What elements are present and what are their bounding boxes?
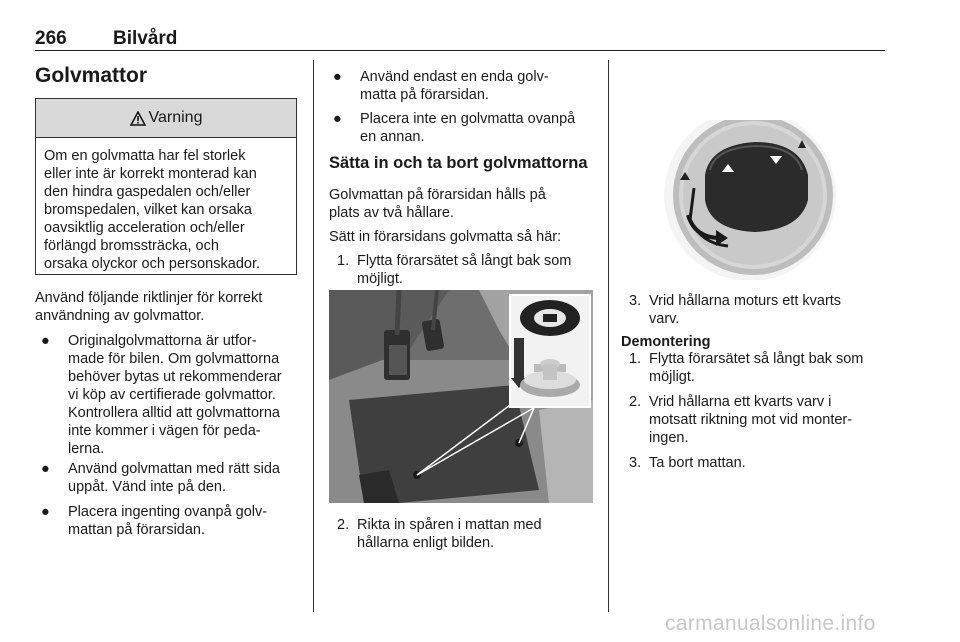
text-line: Placera inte en golvmatta ovanpå [360,111,576,127]
text-line: lerna. [68,441,105,457]
step-number: 1. [629,351,642,367]
warning-header [36,99,296,138]
text-line: möjligt. [357,271,403,287]
text-line: mattan på förarsidan. [68,522,206,538]
warning-text [36,138,296,273]
text-line: motsatt riktning mot vid monter- [649,412,853,428]
bullet-icon: ● [41,461,50,477]
step-number: 3. [629,293,642,309]
text-line: användning av golvmattor. [35,308,205,324]
text-line: behöver bytas ut rekommenderar [68,369,282,385]
running-header: Bilvård [113,28,178,49]
section-title: Golvmattor [35,64,148,87]
text-line: orsaka olyckor och personskador. [44,256,260,272]
text-line: oavsiktlig acceleration och/eller [44,220,245,236]
text-line: Ta bort mattan. [649,455,746,471]
step-number: 2. [337,517,350,533]
text-line: vi köp av certifierade golvmattor. [68,387,276,403]
text-line: Använd golvmattan med rätt sida [68,461,280,477]
paragraph: Sätt in förarsidans golvmatta så här: [329,229,562,245]
holder-rotation-illustration [650,120,850,280]
text-line: en annan. [360,129,425,145]
warning-triangle-icon [130,111,146,126]
step-number: 2. [629,394,642,410]
text-line: Placera ingenting ovanpå golv- [68,504,268,520]
text-line: Flytta förarsätet så långt bak som [357,253,572,269]
text-line: plats av två hållare. [329,205,454,221]
text-line: Om en golvmatta har fel storlek [44,148,246,164]
subsection-heading: Demontering [621,334,711,350]
text-line: Originalgolvmattorna är utfor- [68,333,257,349]
bullet-icon: ● [41,333,50,349]
intro-paragraph [35,289,262,325]
text-line: Använd endast en enda golv- [360,69,549,85]
floor-mat-illustration [329,290,593,503]
bullet-icon: ● [41,504,50,520]
text-line: Vrid hållarna ett kvarts varv i [649,394,832,410]
text-line: eller inte är korrekt monterad kan [44,166,257,182]
text-line: uppåt. Vänd inte på den. [68,479,227,495]
text-line: Golvmattan på förarsidan hålls på [329,187,546,203]
column-divider [313,60,314,612]
warning-label: Varning [148,109,203,126]
bullet-icon: ● [333,111,342,127]
text-line: Vrid hållarna moturs ett kvarts [649,293,842,309]
text-line: made för bilen. Om golvmattorna [68,351,280,367]
watermark: carmanualsonline.info [665,612,876,635]
text-line: förlängd bromssträcka, och [44,238,219,254]
step-number: 3. [629,455,642,471]
text-line: matta på förarsidan. [360,87,489,103]
page-number: 266 [35,28,67,49]
text-line: Kontrollera alltid att golvmattorna [68,405,280,421]
paragraph [329,186,546,222]
text-line: ingen. [649,430,689,446]
text-line: den hindra gaspedalen och/eller [44,184,251,200]
header-rule [35,50,885,51]
text-line: varv. [649,311,680,327]
warning-box [35,98,297,275]
text-line: möjligt. [649,369,695,385]
text-line: bromspedalen, vilket kan orsaka [44,202,252,218]
column-divider [608,60,609,612]
text-line: Använd följande riktlinjer för korrekt [35,290,263,306]
text-line: hållarna enligt bilden. [357,535,495,551]
text-line: Flytta förarsätet så långt bak som [649,351,864,367]
text-line: Rikta in spåren i mattan med [357,517,542,533]
step-number: 1. [337,253,350,269]
subsection-heading: Sätta in och ta bort golvmattorna [329,154,588,172]
bullet-icon: ● [333,69,342,85]
text-line: inte kommer i vägen för peda- [68,423,261,439]
